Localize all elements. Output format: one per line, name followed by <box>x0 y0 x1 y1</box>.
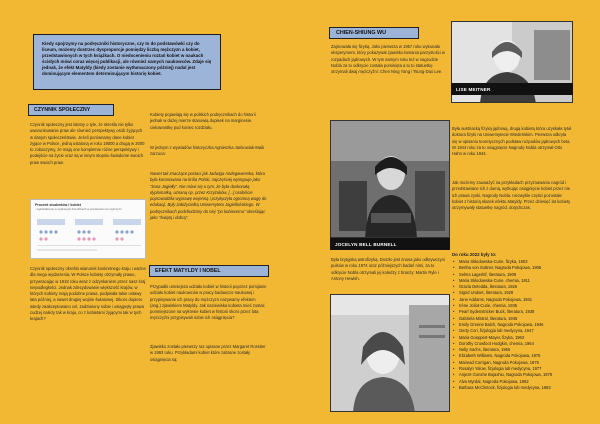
header-efekt-label: EFEKT MATYLDY I NOBEL <box>155 268 221 274</box>
infographic-graphic <box>32 217 146 257</box>
bell-photo <box>330 294 450 412</box>
bell-photo-image <box>331 295 450 412</box>
intro-text: Kiedy spojrzymy na podręczniki historyczne, czy to do podstawówki czy do liceum, możemy dostrzec dysproporcje pomiędzy liczbą mężczyzn a kobiet, przedstawionych w tych książkach. O niedocenieniu roztań kobiet w naukach ścisłych mówi coraz więcej publikacji, ale również samych naukowców. Zdaje się jednak, że efekt Matyldy (kiedy zostanie wytłumaczony później) nadal jest dominującym elementem determinującym historię kobiet. <box>42 41 212 77</box>
list-item: • Bertha von Suttner, Nagroda Pokojowa, 1905 <box>452 265 574 271</box>
wu-text: Zajmowała się fizyką. Jako pierwsza w 1957 roku wykonała eksperyment, który pokazywał zjawisko łamania parzystości w rozpadach jądrowych. W tym samym roku też w nagrodzie Nobla za to odkrycie została pominięta a to to statuetkę otrzymali dwaj mężczyźni: Chen Ning Yang i Tsung-Dao Lee. <box>331 44 445 74</box>
meitner-text: Była austriacką fizyką jądrową, drugą kobietą która uzyskała tytuł doktora fizyki na Uniwersytecie Wiedeńskim. Pierwsza odkryła się w opisaniu teoretycznych podstaw rozpadów jądrowych beta. W 1944 roku za to osiągnięcie Nagrodę Nobla otrzymał Otto Hahn w roku 1944. <box>452 126 572 156</box>
list-item: • Jane Addams, Nagroda Pokojowa, 1931 <box>452 297 574 303</box>
wu-photo <box>330 120 450 238</box>
col2-p4: Przypadki umniejsza udziału kobiet w historii poprzez pomijanie udziału kobiet naukowców w pracy badawczo-naukowej i przypisywanie ich pracy do mężczyzn nazywamy efektem (ang.) zjawiskiem Matyldy. Jak naziewiska kobieta mieć zostać pomniejszone na wykresie kobiet w historii skoro przez lata mężczyźni przypisywali sobie ich osiągnięcia? <box>150 284 267 321</box>
caption-bell-label: JOCELYN BELL BURNELL <box>335 241 397 247</box>
list-item: • Elizabeth Williams, Nagroda Pokojowa, 1976 <box>452 353 574 359</box>
col1-text1: Czynnik społeczny jest istotny o tyle, że skreśla nie tylko uwarunkowanie praw ale również perspektywy osób żyjących w danym społeczeństwie. Jeżeli porównamy dane kobiet żyjące w Polsce, jedną ustaloną w roku 19000 a drugą w 2000 to zobaczymy, że mają one kompletnie różne perspektywy i podejście na życie oraz są w innym stopniu świadome swoich praw swoich praw. <box>30 122 145 165</box>
infographic <box>30 199 146 259</box>
laureates-title: Do roku 2022 były to: <box>452 252 497 257</box>
list-item: • Maria Skłodowska-Curie, fizyka, 1903 <box>452 259 574 265</box>
caption-bell <box>330 238 450 250</box>
col2-p5: Zjawisko zostało pierwszy raz opisane przez Margaret Rossiter w 1993 roku. Przykładami kobiet które zabrane zostały osiągnięcia są: <box>150 344 266 362</box>
col2-p2: W jednym z wywiadów historyczka Agnieszka Jankowiak-Maik zarzuca: <box>150 145 265 157</box>
list-item: • Gabriela Mistral, literatura, 1945 <box>452 316 574 322</box>
list-item: • Nelly Sachs, literatura, 1966 <box>452 347 574 353</box>
list-item: • Maria Goeppert-Mayer, fizyka, 1963 <box>452 335 574 341</box>
list-item: • Sigrid Undset, literatura, 1928 <box>452 290 574 296</box>
col2-p1: Kobiety pojawiają się w polskich podręcznikach do historii jednak w dużej mierze stanowią dopisek na marginesie, ciekawostkę pod koniec rozdziału. <box>150 112 256 130</box>
header-wu <box>329 27 419 39</box>
header-efekt <box>149 265 269 277</box>
wu-photo-image <box>331 121 450 238</box>
list-item: • Rosalyn Yalow, fizjologia lub medycyna, 1977 <box>452 366 574 372</box>
list-item: • Selma Lagerlöf, literatura, 1909 <box>452 272 574 278</box>
list-item: • Emily Greene Balch, Nagroda Pokojowa, 1946 <box>452 322 574 328</box>
bell-text: Była brytyjską astrofizyką. Doszło jest znana jako odkrywczyni pulsów w roku 1974 oraz późniejszych badań nimi, za to odkrycie Nobla otrzymali jej koledzy z branży: Martin Ryle i Antony Hewish. <box>331 257 445 281</box>
list-item: • Grazia Deledda, literatura, 1926 <box>452 284 574 290</box>
list-item: • Gerty Cori, fizjologia lub medycyna, 1947 <box>452 328 574 334</box>
header-wu-label: CHIEN-SHIUNG WU <box>336 30 387 36</box>
infographic-subtitle: - wykształcenie w wybranych dziedzinach w porównaniu do mężczyzn <box>35 207 122 211</box>
list-item: • Anjezë Gonxhe Bojaxhiu, Nagroda Pokojowa, 1979 <box>452 372 574 378</box>
list-item: • Irène Joliot-Curie, chemia, 1935 <box>452 303 574 309</box>
header-czynnik-label: CZYNNIK SPOŁECZNY <box>34 107 91 113</box>
list-item: • Mairead Corrigan, Nagroda Pokojowa, 1976 <box>452 360 574 366</box>
intro-box <box>33 34 221 90</box>
laureates-list <box>452 259 574 391</box>
list-item: • Dorothy Crowfoot Hodgkin, chemia, 1964 <box>452 341 574 347</box>
col2-p3: Nawet tak znaczące postaci jak Jadwiga Andegawenska, która była koronowana na króla Polski, najczęściej występuje jako "żona Jagiełły". Nie mówi się o tym, że była doskonałą dyplomatką, uznaną np. przez Krzyżaków, [...] osobiście poprowadziła wyprawę wojenną i przyłączyła ogromną wagę do edukacji. Były założycielką Uniwersytetu Jagiellońskiego. W podręcznikach podchodzimy do niej "po kobiecemu" określając jako "świętą i dobrą". <box>150 171 267 220</box>
infographic-title: Procent studentów i kobiet <box>35 203 81 207</box>
list-item: • Barbara McClintock, fizjologia lub medycyna, 1983 <box>452 385 574 391</box>
list-item: • Pearl Sydenstricker Buck, literatura, 1938 <box>452 309 574 315</box>
col1-text2: Czynnik społeczny określa wiarunek konkretnego kraju i ważne dla mego wydarzenia. W Polsce kobiety otrzymały prawo, przywracając w 1918 roku wraz z odzyskaniem przez nasz kraj niepodległości. Jednak zdecydowanie większość krajów, w których kobiety mają podobne prawa, podpisała takie ustawy lata później, a nawet drugiej wojnie światowej. Sikoro dopiero wtedy zaakceptowano cel, zadziwiony sobie i osiągnęły prawa cudzej należy tak w kraju, co z kobietami żyjącymi tak w tych krajach? <box>30 266 146 321</box>
list-item: • Maria Skłodowska-Curie, chemia, 1911 <box>452 278 574 284</box>
col4-p2: Jak możemy zauważyć na przykładach przyznawaniu nagród i przedstawiane ich z dumą, wytkując osiągnięcie kobiet przez nie ich prawa zyski, Nagrody Nobla. niezwykle części pozostałe kobiet z historią skutek efektu Matyldy. Przez dziesięć lat kobiety otrzymywały statuetkę nagród. dotychczas. <box>452 180 571 210</box>
caption-meitner-label: LISE MEITNER <box>456 86 491 92</box>
list-item: • Alva Myrdal, Nagroda Pokojowa, 1982 <box>452 379 574 385</box>
caption-meitner <box>451 83 573 95</box>
header-czynnik <box>28 104 114 116</box>
